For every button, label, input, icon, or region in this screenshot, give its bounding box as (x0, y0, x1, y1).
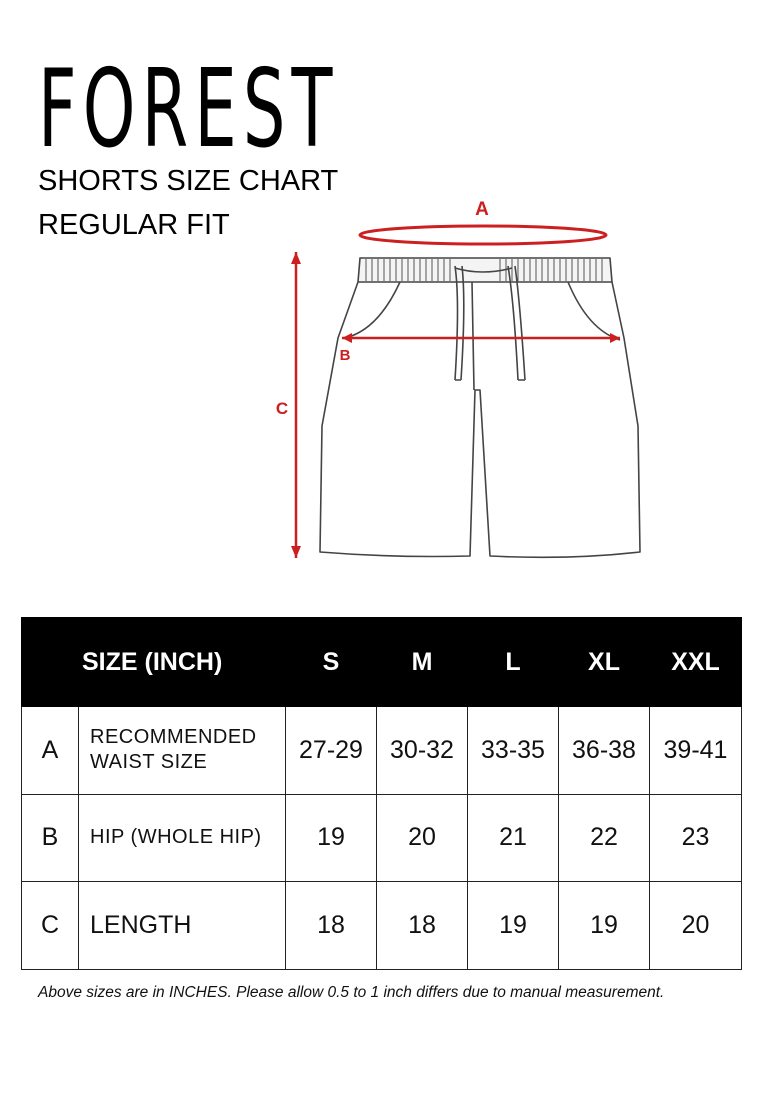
table-cell: 36-38 (559, 707, 650, 795)
table-cell: 27-29 (286, 707, 377, 795)
brand-logo: FOREST (38, 47, 339, 172)
table-cell: 30-32 (377, 707, 468, 795)
row-description (79, 707, 286, 795)
table-cell: 20 (650, 882, 742, 970)
label-c: C (275, 399, 289, 418)
table-cell: 19 (468, 882, 559, 970)
row-description: LENGTH (79, 882, 286, 970)
header-size-m: M (377, 618, 468, 707)
row-letter: C (22, 882, 79, 970)
table-row (22, 707, 742, 795)
table-cell: 39-41 (650, 707, 742, 795)
table-row (22, 794, 742, 882)
header-size-s: S (286, 618, 377, 707)
table-cell: 33-35 (468, 707, 559, 795)
size-table (21, 617, 742, 970)
label-b: B (339, 347, 351, 364)
table-cell: 22 (559, 794, 650, 882)
label-a: A (475, 199, 489, 220)
table-cell: 18 (286, 882, 377, 970)
table-cell: 21 (468, 794, 559, 882)
row-description: HIP (WHOLE HIP) (79, 794, 286, 882)
header-size-xl: XL (559, 618, 650, 707)
row-description-line: WAIST SIZE (90, 751, 208, 774)
row-letter: B (22, 794, 79, 882)
footnote: Above sizes are in INCHES. Please allow 0.5 to 1 inch differs due to manual measurement. (38, 984, 665, 1001)
waist-measure-ellipse (360, 226, 606, 244)
shorts-outline (320, 258, 640, 557)
row-letter: A (22, 707, 79, 795)
row-description-line: RECOMMENDED (90, 726, 257, 749)
table-cell: 19 (286, 794, 377, 882)
shorts-diagram (250, 190, 650, 570)
table-cell: 23 (650, 794, 742, 882)
table-row (22, 882, 742, 970)
fit-label: REGULAR FIT (38, 209, 230, 241)
header-size-xxl: XXL (650, 618, 742, 707)
header-size-label: SIZE (INCH) (22, 618, 286, 707)
table-cell: 19 (559, 882, 650, 970)
table-header-row (22, 618, 742, 707)
header-size-l: L (468, 618, 559, 707)
chart-title: SHORTS SIZE CHART (38, 165, 339, 197)
table-cell: 18 (377, 882, 468, 970)
table-cell: 20 (377, 794, 468, 882)
